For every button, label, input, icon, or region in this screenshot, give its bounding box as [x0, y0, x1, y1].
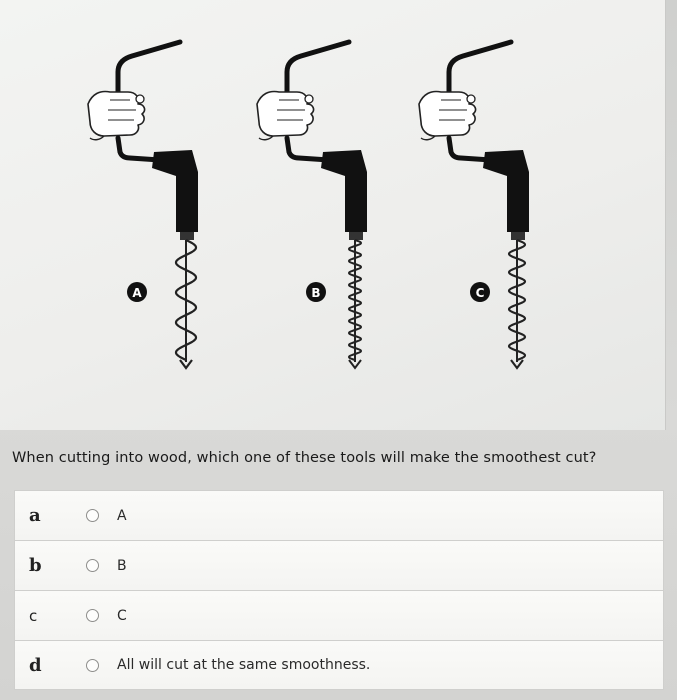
- svg-text:B: B: [311, 286, 321, 300]
- option-d[interactable]: [14, 640, 664, 690]
- tool-b-fine-spiral-bit: [349, 240, 361, 368]
- option-b-radio[interactable]: [86, 559, 99, 572]
- label-a-badge: [127, 282, 147, 302]
- option-b-letter: b: [29, 555, 42, 576]
- tool-c-drawing: [419, 42, 529, 368]
- option-c[interactable]: [14, 590, 664, 640]
- option-a[interactable]: [14, 490, 664, 540]
- question-text: When cutting into wood, which one of these tools will make the smoothest cut?: [12, 450, 597, 466]
- option-a-radio[interactable]: [86, 509, 99, 522]
- option-c-label: C: [117, 607, 127, 624]
- option-d-radio[interactable]: [86, 659, 99, 672]
- option-a-letter: a: [29, 505, 41, 526]
- label-c-badge: [470, 282, 490, 302]
- option-a-label: A: [117, 507, 127, 524]
- option-b[interactable]: [14, 540, 664, 590]
- option-b-label: B: [117, 557, 127, 574]
- option-c-letter: c: [29, 606, 38, 625]
- answer-options: [14, 490, 664, 690]
- tool-a-drawing: [88, 42, 198, 368]
- label-b-badge: [306, 282, 326, 302]
- svg-text:C: C: [475, 286, 485, 300]
- option-c-radio[interactable]: [86, 609, 99, 622]
- svg-text:A: A: [132, 286, 142, 300]
- option-d-letter: d: [29, 654, 42, 676]
- tool-c-medium-spiral-bit: [509, 240, 525, 368]
- option-d-label: All will cut at the same smoothness.: [117, 657, 371, 673]
- tool-b-drawing: [257, 42, 367, 368]
- tool-a-wide-spiral-bit: [176, 240, 196, 368]
